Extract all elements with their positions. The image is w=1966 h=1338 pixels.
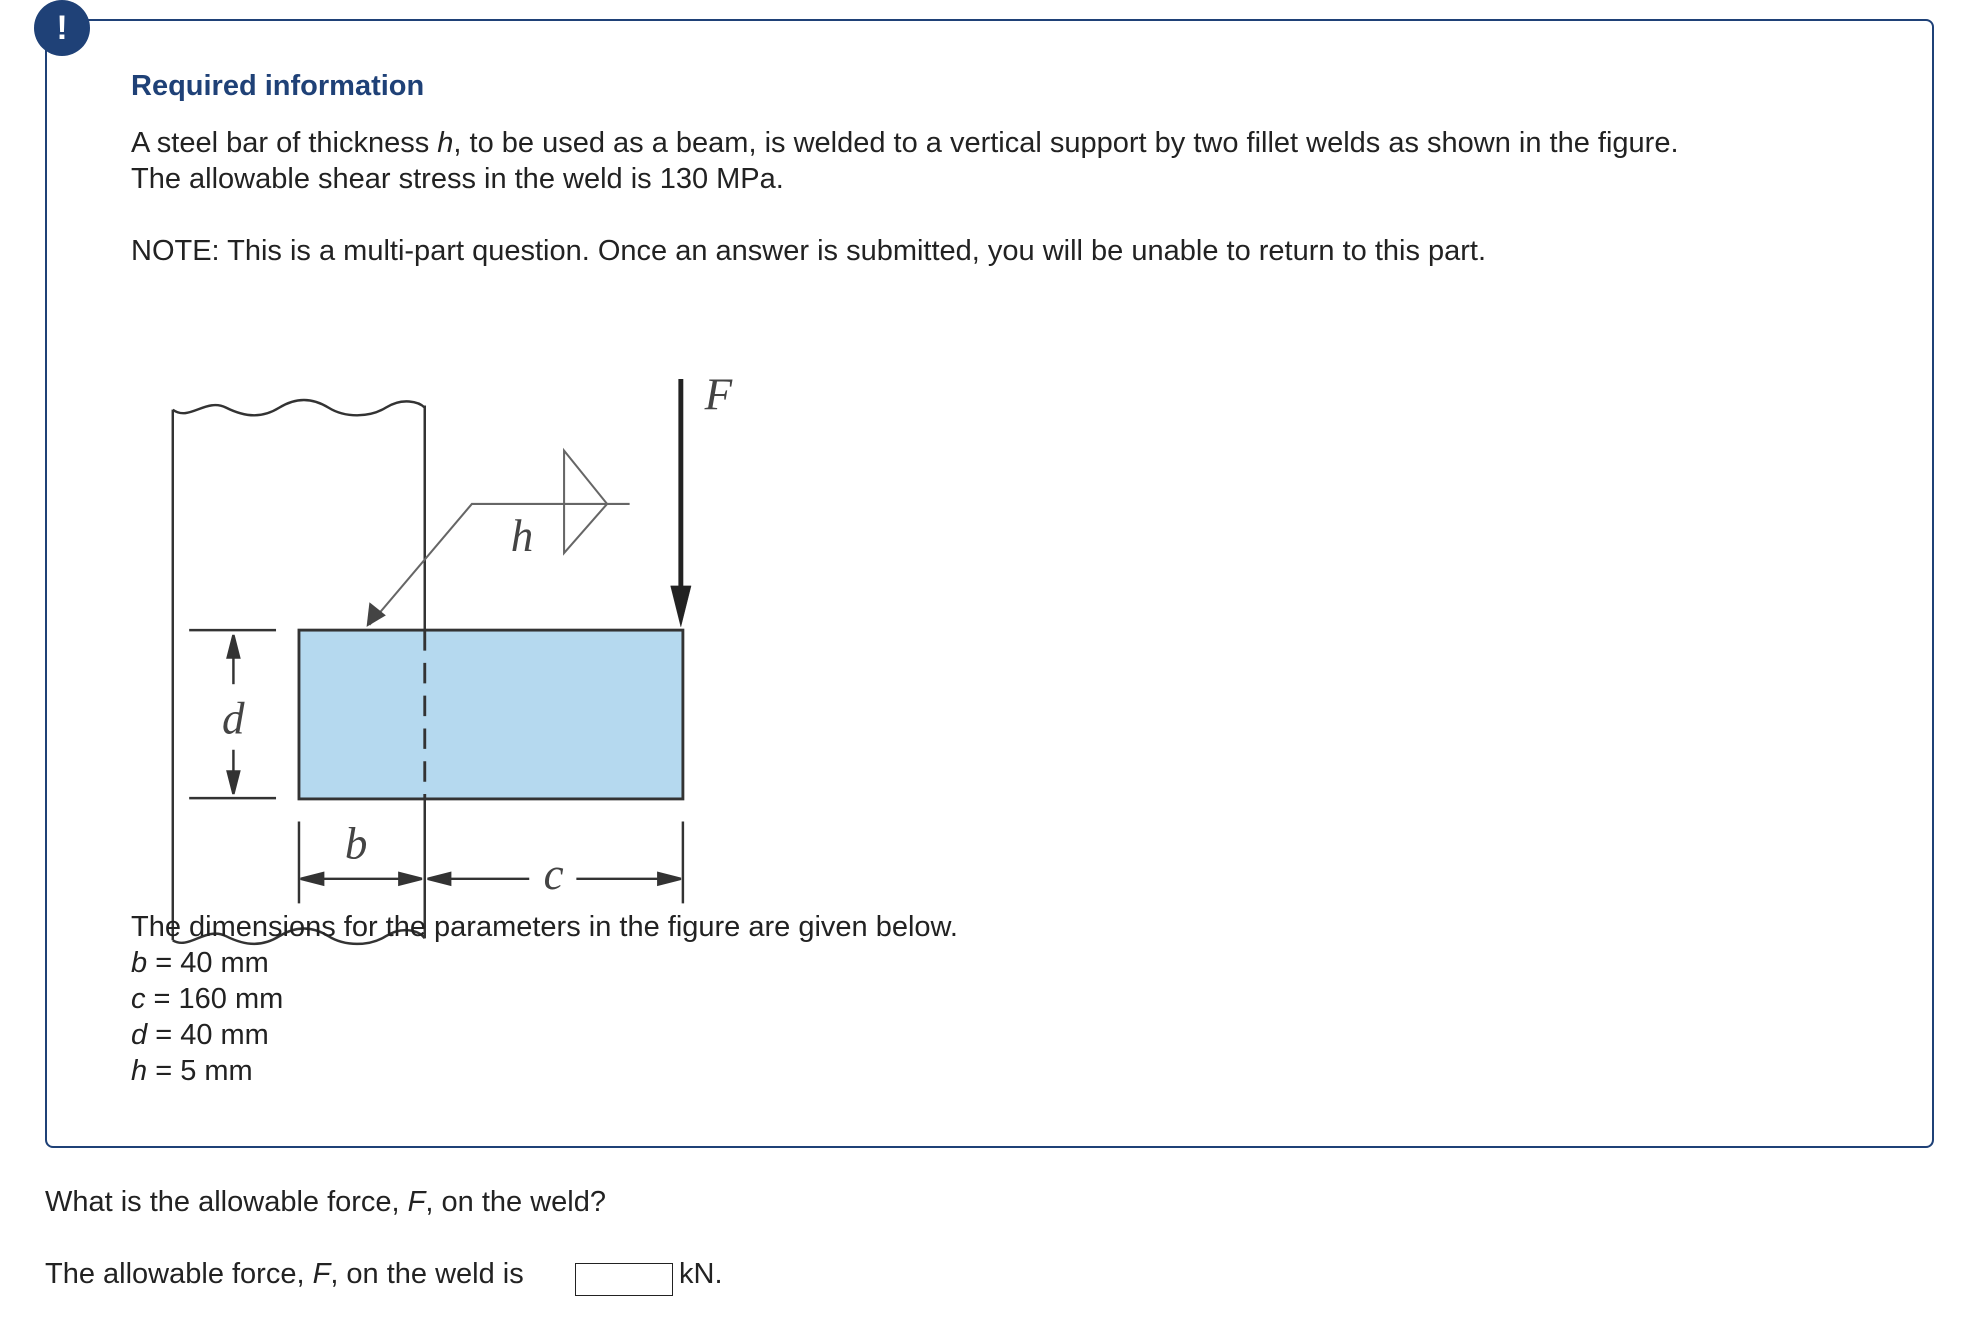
dimension-h: h = 5 mm [131,1055,253,1087]
section-heading: Required information [131,70,425,102]
dimension-c: c = 160 mm [131,983,284,1015]
answer-input[interactable] [575,1263,673,1296]
dimension-d: d = 40 mm [131,1019,269,1051]
dimensions-intro: The dimensions for the parameters in the figure are given below. [131,911,958,943]
answer-prompt: The allowable force, F, on the weld is [45,1258,524,1290]
beam-bar [299,630,683,799]
label-F: F [704,369,733,420]
problem-text-line1: A steel bar of thickness h, to be used as a beam, is welded to a vertical support by two fillet welds as shown in the figure. [131,127,1679,159]
unit-label: kN. [679,1258,723,1290]
multipart-note: NOTE: This is a multi-part question. Once an answer is submitted, you will be unable to return to this part. [131,235,1487,267]
weld-symbol [369,451,629,625]
support-wavy-top [173,400,425,415]
question-text: What is the allowable force, F, on the weld? [45,1186,606,1218]
force-arrow [671,379,691,627]
label-b: b [344,818,368,869]
label-c: c [543,849,564,900]
problem-text-line2: The allowable shear stress in the weld is 130 MPa. [131,163,784,195]
label-h: h [510,511,534,562]
dimension-b: b = 40 mm [131,947,269,979]
label-d: d [221,693,245,744]
weld-figure [140,340,780,900]
exclamation-icon: ! [34,0,90,56]
